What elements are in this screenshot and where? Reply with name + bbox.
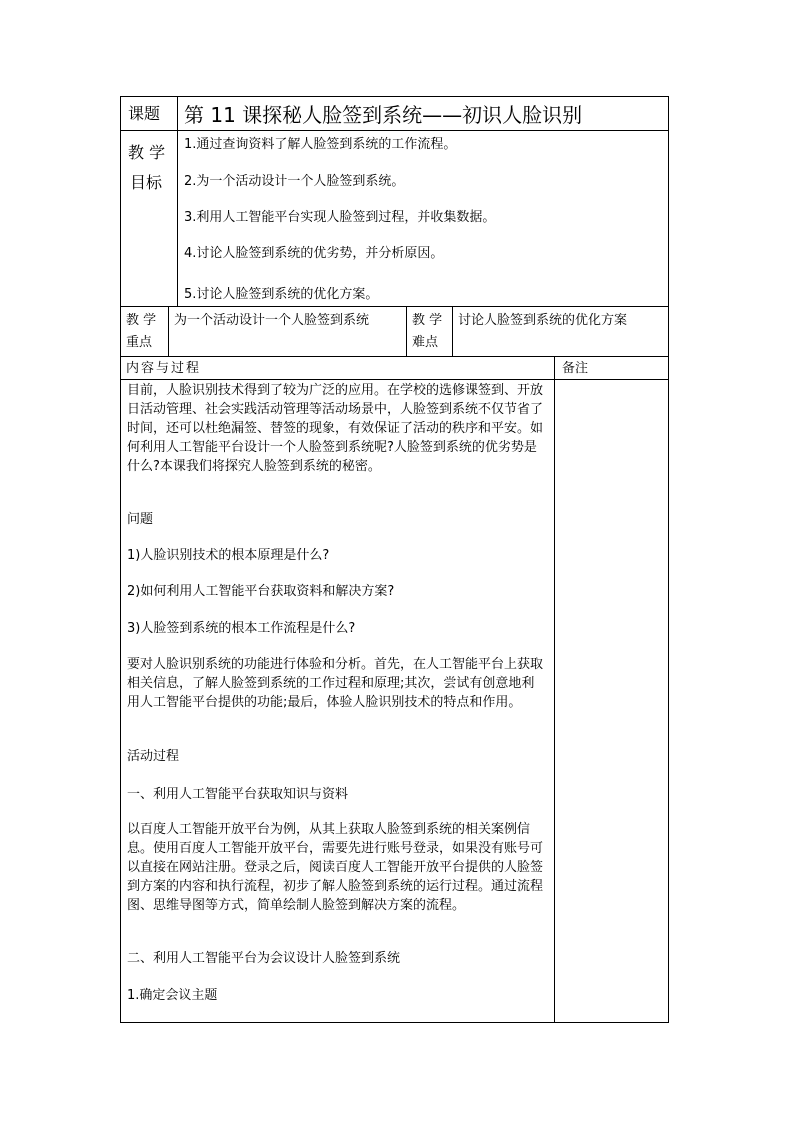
activity-heading: 活动过程: [127, 749, 180, 764]
questions-heading: 问题: [127, 512, 154, 527]
table-col-divider: [168, 306, 169, 356]
key-point-value: 为一个活动设计一个人脸签到系统: [174, 313, 370, 328]
key-point-label: 教 学: [126, 313, 157, 328]
table-border-right: [668, 96, 669, 1023]
goals-label: 目标: [130, 173, 163, 192]
difficulty-label: 教 学: [412, 313, 443, 328]
goal-item: 5.讨论人脸签到系统的优化方案。: [184, 287, 379, 302]
question-item: 2)如何利用人工智能平台获取资料和解决方案?: [127, 584, 395, 599]
difficulty-value: 讨论人脸签到系统的优化方案: [458, 313, 628, 328]
notes-label: 备注: [562, 361, 589, 376]
analysis-paragraph: 要对人脸识别系统的功能进行体验和分析。首先，在人工智能平台上获取相关信息，了解人脸签到系统的工作过程和原理;其次，尝试有创意地利用人工智能平台提供的功能;最后，体验人脸识别技术的特点和作用。: [127, 657, 544, 710]
lesson-title: 第 11 课探秘人脸签到系统——初识人脸识别: [184, 103, 583, 127]
goals-label: 教 学: [128, 143, 166, 162]
table-row-divider: [120, 130, 669, 131]
table-col-divider: [452, 306, 453, 356]
title-label: 课题: [128, 104, 161, 123]
table-col-divider: [177, 96, 178, 306]
table-col-divider: [406, 306, 407, 356]
step2-subheading: 1.确定会议主题: [127, 988, 218, 1003]
content-section-label: 内容与过程: [126, 361, 202, 376]
table-row-divider: [120, 306, 669, 307]
step1-paragraph: 以百度人工智能开放平台为例，从其上获取人脸签到系统的相关案例信息。使用百度人工智能开放平台，需要先进行账号登录，如果没有账号可以直接在网站注册。登录之后，阅读百度人工智能开放平台提供的人脸签到方案的内容和执行流程，初步了解人脸签到系统的运行过程。通过流程图、思维导图等方式，简单绘制人脸签到解决方案的流程。: [127, 822, 544, 913]
goal-item: 3.利用人工智能平台实现人脸签到过程，并收集数据。: [184, 210, 496, 225]
difficulty-label: 难点: [412, 335, 439, 350]
table-border-left: [120, 96, 121, 1023]
question-item: 3)人脸签到系统的根本工作流程是什么?: [127, 621, 356, 636]
table-border-bottom: [120, 1022, 669, 1023]
key-point-label: 重点: [126, 335, 153, 350]
table-border-top: [120, 96, 669, 97]
table-row-divider: [120, 356, 669, 357]
table-col-divider: [554, 356, 555, 1023]
question-item: 1)人脸识别技术的根本原理是什么?: [127, 548, 330, 563]
step2-heading: 二、利用人工智能平台为会议设计人脸签到系统: [127, 951, 401, 966]
table-row-divider: [120, 379, 669, 380]
goal-item: 4.讨论人脸签到系统的优劣势，并分析原因。: [184, 246, 444, 261]
goal-item: 1.通过查询资料了解人脸签到系统的工作流程。: [184, 137, 457, 152]
step1-heading: 一、利用人工智能平台获取知识与资料: [127, 787, 349, 802]
goal-item: 2.为一个活动设计一个人脸签到系统。: [184, 174, 405, 189]
intro-paragraph: 目前，人脸识别技术得到了较为广泛的应用。在学校的选修课签到、开放日活动管理、社会实践活动管理等活动场景中，人脸签到系统不仅节省了时间，还可以杜绝漏签、替签的现象，有效保证了活动的秩序和平安。如何利用人工智能平台设计一个人脸签到系统呢?人脸签到系统的优劣势是什么?本课我们将探究人脸签到系统的秘密。: [127, 383, 544, 474]
